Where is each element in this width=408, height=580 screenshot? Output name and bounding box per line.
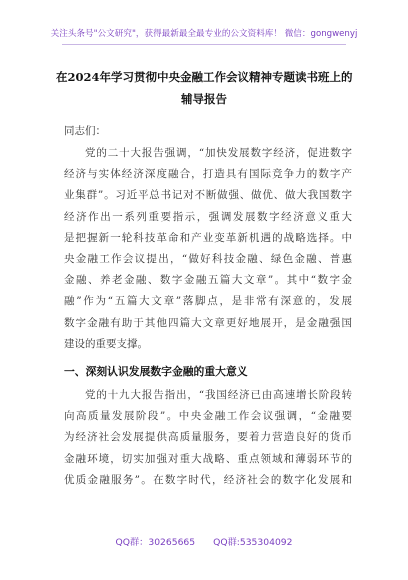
paragraph-line: 央金融工作会议提出，“做好科技金融、绿色金融、普惠: [64, 252, 352, 265]
paragraph-line: 业集群”。习近平总书记对不断做强、做优、做大我国数字: [64, 189, 352, 202]
paragraph-line: 向高质量发展阶段”。中央金融工作会议强调，“金融要: [64, 410, 352, 423]
paragraph-line: 建设的重要支撑。: [64, 337, 148, 350]
footer-contact: [0, 536, 408, 550]
paragraph-line: 优质金融服务”。在数字时代，经济社会的数字化发展和: [64, 473, 352, 486]
title-line: 在2024年学习贯彻中央金融工作会议精神专题读书班上的: [56, 70, 353, 84]
header-divider: [62, 44, 346, 45]
paragraph-line: 为经济社会发展提供高质量服务，要着力营造良好的货币: [64, 431, 352, 444]
qq-group-2: QQ群:535304092: [213, 537, 293, 548]
title-line: 辅导报告: [181, 92, 227, 106]
paragraph-line: 党的十九大报告指出，“我国经济已由高速增长阶段转: [85, 389, 352, 401]
paragraph-line: 经济作出一系列重要指示，强调发展数字经济意义重大: [64, 210, 352, 223]
paragraph-line: 金融环境，切实加强对重大战略、重点领域和薄弱环节的: [64, 452, 352, 465]
paragraph-intro: [64, 143, 352, 355]
paragraph-line: 金融、养老金融、数字金融五篇大文章”。其中“数字金: [64, 274, 352, 287]
paragraph-line: 是把握新一轮科技革命和产业变革新机遇的战略选择。中: [64, 231, 352, 244]
paragraph-line: 党的二十大报告强调，“加快发展数字经济，促进数字: [85, 147, 352, 159]
paragraph-line: 经济与实体经济深度融合，打造具有国际竞争力的数字产: [64, 168, 352, 181]
paragraph-line: 数字金融有助于其他四篇大文章更好地展开，是金融强国: [64, 316, 352, 329]
salutation: 同志们：: [64, 125, 106, 137]
paragraph-section-1: [64, 385, 352, 491]
header-banner: 关注头条号"公文研究"，获得最新最全最专业的公文资料库！ 微信：gongwenyj: [50, 29, 358, 39]
qq-group-1: QQ群：30265665: [115, 537, 196, 548]
section-heading: 一、深刻认识发展数字金融的重大意义: [64, 365, 248, 378]
paragraph-line: 融”作为“五篇大文章”落脚点，是非常有深意的，发展: [64, 295, 352, 308]
document-title: [56, 66, 352, 110]
